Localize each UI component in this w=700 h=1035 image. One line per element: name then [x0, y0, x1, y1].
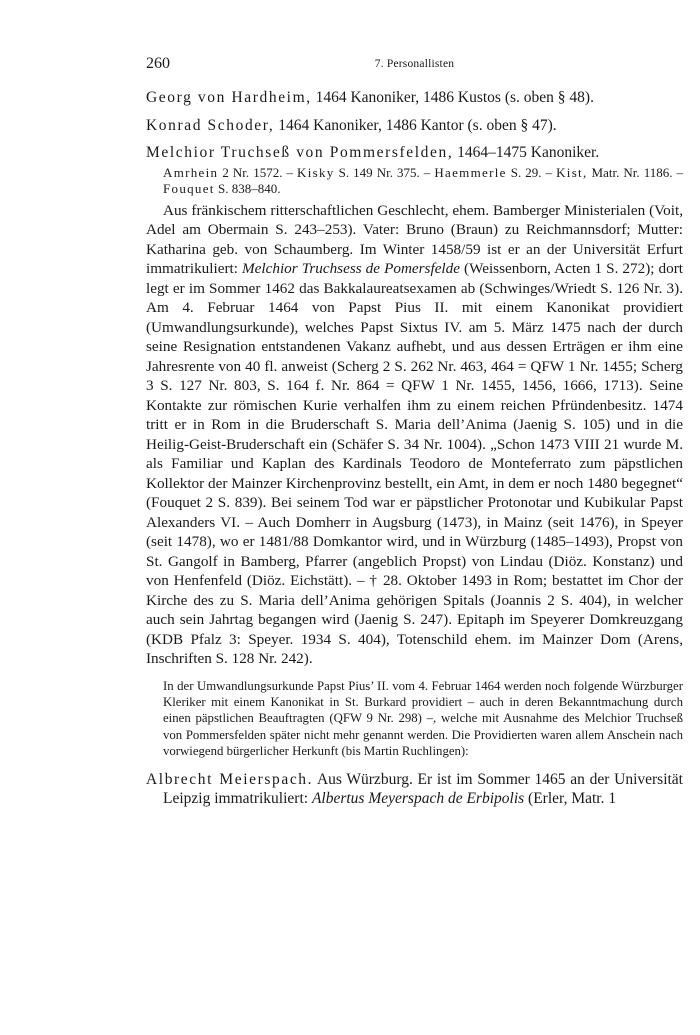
entry-text: Aus Würzburg. Er ist im Sommer 1465 an der Universität Leipzig immatrikuliert: — [163, 770, 683, 808]
entry-name: Georg von Hardheim, — [146, 89, 312, 106]
page-header — [146, 55, 683, 75]
entry-text: 1464–1475 Kanoniker. — [453, 144, 600, 161]
editorial-note: In der Umwandlungsurkunde Papst Pius’ II. vom 4. Februar 1464 werden noch folgende Würzburger Kleriker mit einem Kanonikat in St. Burkard providiert – auch in deren Bekanntmachung durch einen päpstlichen Beauftragten (QFW 9 Nr. 298) –, welche mit Ausnahme des Melchior Truchseß von Pommersfelden später nicht mehr genannt werden. Die Providierten waren allem Anschein nach vorwiegend bürgerlicher Herkunft (bis Martin Ruchlingen): — [163, 678, 683, 759]
biography-paragraph — [146, 201, 683, 669]
source-ref: S. 149 Nr. 375. – — [334, 164, 435, 180]
entry-schoder — [146, 116, 683, 136]
running-title: 7. Personallisten — [374, 58, 455, 70]
entry-text: 1464 Kanoniker, 1486 Kantor (s. oben § 47). — [274, 116, 557, 134]
matriculation-name: Melchior Truchsess de Pomersfelde — [242, 260, 460, 277]
entry-text: 1464 Kanoniker, 1486 Kustos (s. oben § 48). — [311, 89, 594, 106]
source-author: Fouquet — [163, 181, 215, 196]
entry-name: Albrecht Meierspach. — [146, 770, 314, 788]
source-references — [146, 165, 683, 198]
biography-text: (Weissenborn, Acten 1 S. 272); dort legt er im Sommer 1462 das Bakkalaureatsexamen ab (Schwinges/Wriedt S. 126 Nr. 3). Am 4. Februar 1464 von Papst Pius II. mit einem Kanonikat providiert (Umwandlungsurkunde), welches Papst Sixtus IV. am 5. März 1475 nach der durch seine Resignation entstandenen Vakanz aufhebt, und aus dessen Erträgen er ihm eine Jahresrente von 40 fl. anweist (Scherg 2 S. 262 Nr. 463, 464 = QFW 1 Nr. 1455; Scherg 3 S. 127 Nr. 803, S. 164 f. Nr. 864 = QFW 1 Nr. 1455, 1456, 1666, 1713). Seine Kontakte zur römischen Kurie verhalfen ihm zu einem reichen Pfründenbesitz. 1474 tritt er in Rom in die Bruderschaft S. Maria dell’Anima (Jaenig S. 105) und in die Heilig-Geist-Bruderschaft ein (Schäfer S. 34 Nr. 1004). „Schon 1473 VIII 21 wurde M. als Familiar und Kaplan des Kardinals Teodoro de Monteferrato zum päpstlichen Kollektor der Mainzer Kirchenprovinz bestellt, ein Amt, in dem er noch 1480 begegnet“ (Fouquet 2 S. 839). Bei seinem Tod war er päpstlicher Protonotar und Kubikular Papst Alexanders VI. – Auch Domherr in Augsburg (1473), in Mainz (seit 1476), in Speyer (seit 1478), wo er 1481/88 Domkantor wird, und in Würzburg (1485–1493), Propst von St. Gangolf in Bamberg, Pfarrer (angeblich Propst) von Lindau (Diöz. Konstanz) und von Henfenfeld (Diöz. Eichstätt). – † 28. Oktober 1493 in Rom; bestattet im Chor der Kirche des zu S. Maria dell’Anima gehörigen Spitals (Joannis 2 S. 404), in welcher auch sein Jahrtag begangen wird (Jaenig S. 247). Epitaph im Speyerer Domkreuzgang (KDB Pfalz 3: Speyer. 1934 S. 404), Totenschild ehem. im Mainzer Dom (Arens, Inschriften S. 128 Nr. 242). — [146, 260, 683, 667]
source-author: Kist, — [556, 164, 588, 180]
entry-hardheim — [146, 88, 683, 108]
entry-text: (Erler, Matr. 1 — [524, 790, 617, 808]
biography-text: Aus fränkischem ritterschaftlichen Geschlecht, ehem. Bamberger Ministerialen (Voit, Adel am Obermain S. 243–253). Vater: Bruno (Braun) zu Reichmannsdorf; Mutter: Katharina geb. von Schaumberg. Im Winter 1458/59 ist er an der Universität Erfurt immatrikuliert: — [146, 201, 683, 277]
source-ref: S. 29. – — [506, 164, 557, 180]
matriculation-name: Albertus Meyerspach de Erbipolis — [311, 790, 525, 808]
source-author: Amrhein — [163, 164, 219, 180]
entry-truchsess — [146, 143, 683, 163]
source-author: Haemmerle — [434, 164, 507, 180]
page-body — [146, 88, 683, 809]
entry-name: Melchior Truchseß von Pommersfelden, — [146, 144, 454, 161]
source-ref: S. 838–840. — [214, 181, 281, 196]
entry-name: Konrad Schoder, — [146, 116, 275, 134]
source-ref: 2 Nr. 1572. – — [218, 164, 298, 180]
source-author: Kisky — [297, 164, 335, 180]
source-ref: Matr. Nr. 1186. – — [587, 164, 684, 180]
entry-meierspach — [146, 770, 683, 809]
page-number: 260 — [146, 55, 170, 72]
